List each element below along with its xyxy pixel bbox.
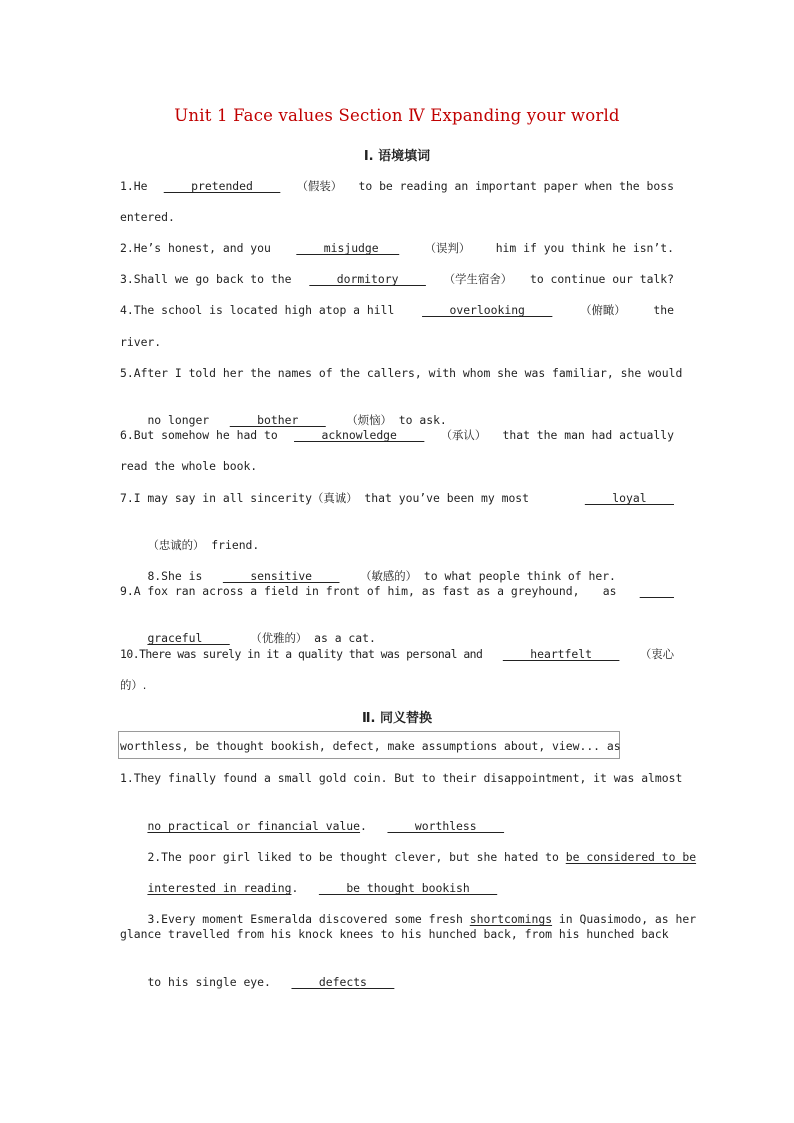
hint: （忠诚的） — [147, 538, 205, 552]
text: 9.A fox ran across a field in front of him, as fast as a greyhound, — [120, 584, 580, 598]
s2-item2-line1 — [120, 833, 697, 864]
text: 3.Shall we go back to the — [120, 272, 292, 286]
text: in Quasimodo, as her — [552, 912, 697, 926]
text: to what people think of her. — [423, 569, 616, 583]
text: the — [653, 303, 674, 317]
s2-item1-line2 — [120, 802, 674, 833]
text: . — [360, 819, 367, 833]
s2-item1-line1: 1.They finally found a small gold coin. But to their disappointment, it was almost — [120, 771, 683, 785]
underlined-phrase: be considered to be — [565, 850, 697, 864]
answer-blank: loyal — [584, 491, 674, 505]
text: as a cat. — [314, 631, 376, 645]
answer-blank: misjudge — [296, 241, 400, 255]
answer-blank: graceful — [147, 631, 230, 645]
hint: （优雅的） — [250, 631, 308, 645]
s2-item3-line2: glance travelled from his knock knees to his hunched back, from his hunched back — [120, 927, 669, 941]
answer-blank: heartfelt — [502, 647, 620, 661]
text: 3.Every moment Esmeralda discovered some fresh — [147, 912, 470, 926]
answer-blank: pretended — [163, 179, 281, 193]
s1-item7-line1 — [120, 490, 674, 506]
underlined-phrase: no practical or financial value — [147, 819, 361, 833]
underlined-phrase: interested in reading — [147, 881, 292, 895]
answer-blank: worthless — [387, 819, 505, 833]
answer-blank: bother — [229, 413, 326, 427]
text: 6.But somehow he had to — [120, 428, 278, 442]
s2-item2-line2 — [120, 864, 674, 895]
s1-item2-line1 — [120, 240, 674, 256]
section2-heading: Ⅱ. 同义替换 — [361, 711, 433, 726]
s1-item6-line1 — [120, 427, 674, 443]
text: 7.I may say in all sincerity（真诚） that you’ve been my most — [120, 491, 530, 505]
s1-item8-line1 — [120, 552, 674, 583]
hint: （敏感的） — [360, 569, 418, 583]
text: . — [291, 881, 299, 895]
underlined-phrase: shortcomings — [469, 912, 553, 926]
s1-item1-line2: entered. — [120, 210, 175, 224]
hint: （衷心 — [639, 647, 674, 661]
s2-item3-line1 — [120, 895, 697, 926]
s2-item3-line3 — [120, 958, 674, 989]
s1-item4-line1 — [120, 302, 674, 318]
s1-item9-line2 — [120, 614, 674, 645]
text: friend. — [211, 538, 260, 552]
text: no longer — [147, 413, 210, 427]
answer-blank: overlooking — [422, 303, 553, 317]
s1-item1-line1 — [120, 178, 674, 194]
hint: （假装） — [296, 179, 343, 193]
word-bank-text: worthless, be thought bookish, defect, make assumptions about, view... as — [120, 739, 621, 753]
text: that the man had actually — [502, 428, 674, 442]
text: him if you think he isn’t. — [495, 241, 674, 255]
s1-item5-line2 — [120, 396, 674, 427]
text: 10.There was surely in it a quality that was personal and — [120, 647, 483, 661]
s1-item5-line1: 5.After I told her the names of the callers, with whom she was familiar, she would — [120, 366, 683, 380]
text: to ask. — [398, 413, 447, 427]
page-title: Unit 1 Face values Section Ⅳ Expanding your world — [174, 106, 620, 125]
hint: （误判） — [424, 241, 471, 255]
s1-item9-line1 — [120, 583, 674, 599]
text: to continue our talk? — [529, 272, 674, 286]
s1-item7-line2 — [120, 521, 674, 552]
text: 8.She is — [147, 569, 203, 583]
text: to his single eye. — [147, 975, 271, 989]
answer-blank: defects — [291, 975, 395, 989]
text: to be reading an important paper when the boss — [358, 179, 674, 193]
answer-blank: acknowledge — [294, 428, 425, 442]
s1-item10-line2: 的）. — [120, 678, 147, 692]
s1-item4-line2: river. — [120, 335, 162, 349]
answer-blank: sensitive — [222, 569, 340, 583]
answer-blank: be thought bookish — [318, 881, 498, 895]
hint: （承认） — [440, 428, 487, 442]
hint: （俯瞰） — [580, 303, 626, 317]
text: 2.He’s honest, and you — [120, 241, 271, 255]
s1-item6-line2: read the whole book. — [120, 459, 258, 473]
section1-heading: Ⅰ. 语境填词 — [363, 149, 431, 164]
answer-blank: dormitory — [309, 272, 426, 286]
hint: （烦恼） — [346, 413, 392, 427]
answer-blank — [640, 583, 674, 599]
text: as — [602, 584, 617, 598]
s1-item3-line1 — [120, 271, 674, 287]
text: 4.The school is located high atop a hill — [120, 303, 395, 317]
text: 2.The poor girl liked to be thought clever, but she hated to — [147, 850, 566, 864]
text: 1.He — [120, 179, 148, 193]
hint: （学生宿舍） — [443, 272, 513, 286]
s1-item10-line1 — [120, 646, 674, 662]
